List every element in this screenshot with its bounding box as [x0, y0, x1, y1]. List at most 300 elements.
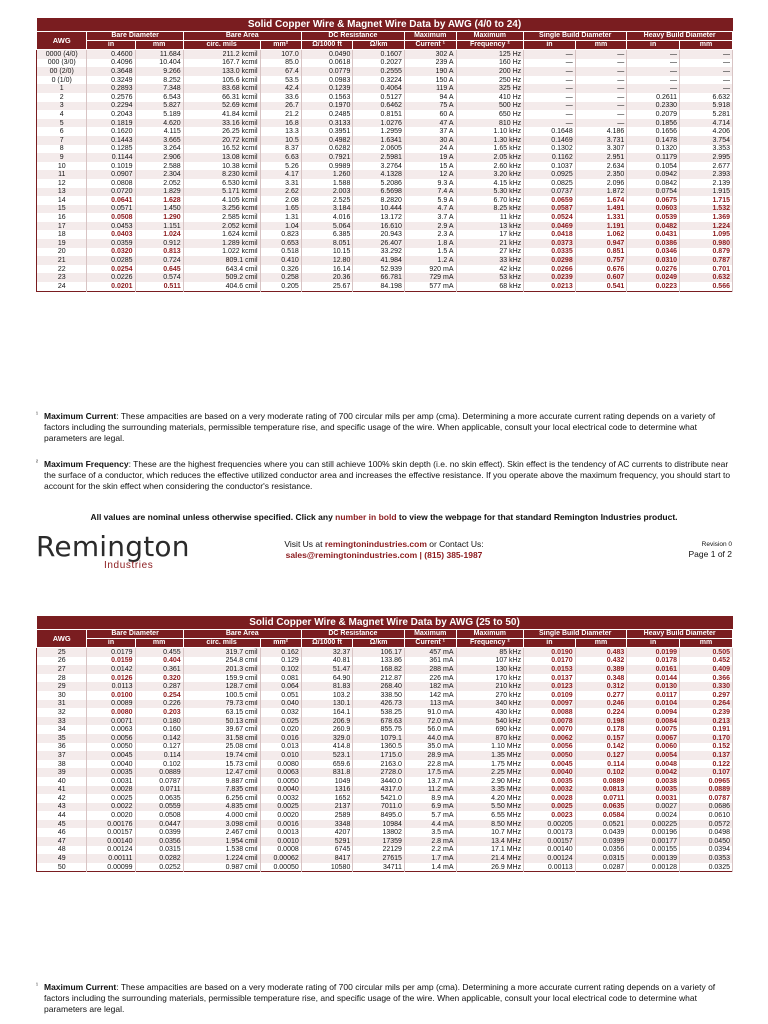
area-cmil-cell: 26.25 kcmil — [183, 127, 260, 136]
awg-cell: 45 — [37, 820, 87, 829]
single-in-cell[interactable]: 0.0266 — [524, 265, 576, 274]
area-cmil-cell: 4.000 cmil — [183, 811, 260, 820]
resistance-km-cell: 0.3224 — [353, 76, 405, 85]
resistance-ft-cell: 3348 — [301, 820, 353, 829]
heavy-mm-cell[interactable]: 0.191 — [680, 725, 733, 734]
single-mm-cell[interactable]: 0.178 — [575, 725, 627, 734]
single-in-cell: — — [524, 67, 576, 76]
heavy-in-cell[interactable]: 0.0094 — [627, 708, 680, 717]
nominal-values-note — [0, 512, 768, 522]
single-mm-cell[interactable]: 0.0711 — [575, 794, 627, 803]
heavy-in-cell[interactable]: 0.0067 — [627, 734, 680, 743]
resistance-km-cell: 0.4064 — [353, 84, 405, 93]
resistance-km-cell: 1715.0 — [353, 751, 405, 760]
area-mm2-cell: 0.016 — [260, 734, 301, 743]
single-mm-cell[interactable]: 0.676 — [575, 265, 627, 274]
bare-in-cell: 0.00176 — [87, 820, 135, 829]
single-mm-cell: 2.951 — [575, 153, 627, 162]
frequency-cell: 68 kHz — [456, 282, 524, 291]
heavy-mm-cell[interactable]: 0.239 — [680, 708, 733, 717]
bare-in-cell[interactable]: 0.0080 — [87, 708, 135, 717]
single-in-cell[interactable]: 0.0040 — [524, 768, 576, 777]
bare-in-cell: 0.1144 — [87, 153, 135, 162]
heavy-in-cell[interactable]: 0.0310 — [627, 256, 680, 265]
single-mm-cell: — — [575, 93, 627, 102]
resistance-ft-cell: 206.9 — [301, 717, 353, 726]
bare-mm-cell: 0.0787 — [135, 777, 183, 786]
single-in-cell[interactable]: 0.0025 — [524, 803, 576, 812]
single-in-cell: — — [524, 110, 576, 119]
resistance-km-cell: 0.2027 — [353, 59, 405, 68]
heavy-mm-cell[interactable]: 0.213 — [680, 717, 733, 726]
area-mm2-cell: 0.823 — [260, 230, 301, 239]
frequency-cell: 650 Hz — [456, 110, 524, 119]
single-mm-cell[interactable]: 0.277 — [575, 691, 627, 700]
awg-cell: 4 — [37, 110, 87, 119]
heavy-in-cell: 0.1656 — [627, 127, 680, 136]
heavy-in-cell[interactable]: 0.0060 — [627, 743, 680, 752]
frequency-cell: 1.65 kHz — [456, 145, 524, 154]
heavy-in-cell: 0.0024 — [627, 811, 680, 820]
bare-mm-cell: 0.455 — [135, 648, 183, 657]
bare-mm-cell[interactable]: 0.404 — [135, 657, 183, 666]
bare-in-cell[interactable]: 0.0641 — [87, 196, 135, 205]
single-mm-cell[interactable]: 0.0584 — [575, 811, 627, 820]
bare-mm-cell[interactable]: 0.320 — [135, 674, 183, 683]
single-in-cell[interactable]: 0.0023 — [524, 811, 576, 820]
heavy-mm-cell[interactable]: 0.701 — [680, 265, 733, 274]
area-mm2-cell: 0.0040 — [260, 786, 301, 795]
bold-number-link[interactable]: number in bold — [335, 512, 397, 522]
single-in-cell[interactable]: 0.0659 — [524, 196, 576, 205]
area-mm2-cell: 0.205 — [260, 282, 301, 291]
bare-mm-cell[interactable]: 1.628 — [135, 196, 183, 205]
resistance-km-cell: 106.17 — [353, 648, 405, 657]
bare-mm-cell: 2.906 — [135, 153, 183, 162]
area-cmil-cell: 31.58 cmil — [183, 734, 260, 743]
single-mm-cell[interactable]: 1.491 — [575, 205, 627, 214]
resistance-km-cell: 855.75 — [353, 725, 405, 734]
awg-cell: 41 — [37, 786, 87, 795]
single-in-cell[interactable]: 0.0070 — [524, 725, 576, 734]
single-mm-cell[interactable]: 0.947 — [575, 239, 627, 248]
single-mm-cell[interactable]: 0.142 — [575, 743, 627, 752]
heavy-mm-cell: 0.0498 — [680, 828, 733, 837]
heavy-in-cell: 0.1478 — [627, 136, 680, 145]
heavy-in-cell: 0.0942 — [627, 170, 680, 179]
single-in-cell[interactable]: 0.0035 — [524, 777, 576, 786]
heavy-mm-cell[interactable]: 0.170 — [680, 734, 733, 743]
area-mm2-cell: 53.5 — [260, 76, 301, 85]
resistance-ft-cell: 16.14 — [301, 265, 353, 274]
area-mm2-cell: 0.0010 — [260, 837, 301, 846]
resistance-km-cell: 5.2086 — [353, 179, 405, 188]
bare-in-cell: 0.0089 — [87, 700, 135, 709]
bare-in-cell[interactable]: 0.0100 — [87, 691, 135, 700]
single-in-cell[interactable]: 0.0109 — [524, 691, 576, 700]
single-mm-cell[interactable]: 1.331 — [575, 213, 627, 222]
single-mm-cell: 3.307 — [575, 145, 627, 154]
bare-in-cell: 0.0035 — [87, 768, 135, 777]
single-mm-cell[interactable]: 0.851 — [575, 248, 627, 257]
resistance-ft-cell: 0.1563 — [301, 93, 353, 102]
single-mm-cell[interactable]: 0.114 — [575, 760, 627, 769]
col-max-frequency: Maximum — [456, 630, 524, 639]
email-link[interactable]: sales@remingtonindustries.com — [285, 550, 418, 560]
frequency-cell: 690 kHz — [456, 725, 524, 734]
bare-mm-cell[interactable]: 0.813 — [135, 248, 183, 257]
table-row — [37, 59, 733, 68]
area-cmil-cell: 2.585 kcmil — [183, 213, 260, 222]
awg-cell: 25 — [37, 648, 87, 657]
bare-mm-cell[interactable]: 0.511 — [135, 282, 183, 291]
frequency-cell: 53 kHz — [456, 273, 524, 282]
single-in-cell[interactable]: 0.0524 — [524, 213, 576, 222]
resistance-ft-cell: 0.1970 — [301, 102, 353, 111]
single-mm-cell[interactable]: 0.198 — [575, 717, 627, 726]
heavy-in-cell[interactable]: 0.0431 — [627, 230, 680, 239]
current-cell: 30 A — [404, 136, 456, 145]
heavy-in-cell[interactable]: 0.0482 — [627, 222, 680, 231]
logo-wordmark: Remington — [36, 530, 190, 563]
single-mm-cell[interactable]: 0.0889 — [575, 777, 627, 786]
awg-cell: 27 — [37, 665, 87, 674]
single-in-cell[interactable]: 0.0062 — [524, 734, 576, 743]
resistance-ft-cell: 103.2 — [301, 691, 353, 700]
awg-cell: 28 — [37, 674, 87, 683]
frequency-cell: 17 kHz — [456, 230, 524, 239]
table-row — [37, 67, 733, 76]
current-cell: 119 A — [404, 84, 456, 93]
area-cmil-cell: 13.08 kcmil — [183, 153, 260, 162]
single-in-cell[interactable]: 0.0045 — [524, 760, 576, 769]
single-mm-cell[interactable]: 0.483 — [575, 648, 627, 657]
heavy-mm-cell[interactable]: 0.330 — [680, 682, 733, 691]
single-mm-cell[interactable]: 1.191 — [575, 222, 627, 231]
bare-in-cell: 0.0020 — [87, 811, 135, 820]
bare-mm-cell: 5.827 — [135, 102, 183, 111]
current-cell: 15 A — [404, 162, 456, 171]
heavy-in-cell[interactable]: 0.0038 — [627, 777, 680, 786]
heavy-in-cell[interactable]: 0.0675 — [627, 196, 680, 205]
single-in-cell[interactable]: 0.0097 — [524, 700, 576, 709]
bare-mm-cell: 0.361 — [135, 665, 183, 674]
bare-mm-cell: 0.0252 — [135, 863, 183, 872]
single-mm-cell: 2.634 — [575, 162, 627, 171]
footnote-max-frequency — [36, 459, 736, 492]
single-in-cell[interactable]: 0.0587 — [524, 205, 576, 214]
single-in-cell: 0.0737 — [524, 188, 576, 197]
resistance-ft-cell: 659.6 — [301, 760, 353, 769]
table-row — [37, 76, 733, 85]
single-mm-cell[interactable]: 0.541 — [575, 282, 627, 291]
heavy-in-cell[interactable]: 0.0199 — [627, 648, 680, 657]
heavy-mm-cell[interactable]: 0.452 — [680, 657, 733, 666]
awg-cell: 37 — [37, 751, 87, 760]
frequency-cell: 340 kHz — [456, 700, 524, 709]
single-in-cell[interactable]: 0.0153 — [524, 665, 576, 674]
bare-mm-cell: 4.620 — [135, 119, 183, 128]
frequency-cell: 130 kHz — [456, 665, 524, 674]
area-cmil-cell: 7.835 cmil — [183, 786, 260, 795]
heavy-mm-cell[interactable]: 0.566 — [680, 282, 733, 291]
bare-mm-cell[interactable]: 0.645 — [135, 265, 183, 274]
single-in-cell[interactable]: 0.0032 — [524, 786, 576, 795]
bare-in-cell[interactable]: 0.0201 — [87, 282, 135, 291]
area-mm2-cell: 1.31 — [260, 213, 301, 222]
heavy-in-cell[interactable]: 0.0075 — [627, 725, 680, 734]
heavy-in-cell[interactable]: 0.0223 — [627, 282, 680, 291]
resistance-km-cell: 212.87 — [353, 674, 405, 683]
resistance-ft-cell: 5.064 — [301, 222, 353, 231]
heavy-in-cell[interactable]: 0.0346 — [627, 248, 680, 257]
awg-cell: 26 — [37, 657, 87, 666]
heavy-in-cell[interactable]: 0.0603 — [627, 205, 680, 214]
single-mm-cell[interactable]: 0.312 — [575, 682, 627, 691]
heavy-in-cell[interactable]: 0.0386 — [627, 239, 680, 248]
bare-in-cell[interactable]: 0.0254 — [87, 265, 135, 274]
area-mm2-cell: 0.0063 — [260, 768, 301, 777]
table-row — [37, 196, 733, 205]
heavy-in-cell: 0.00225 — [627, 820, 680, 829]
sub-in: in — [627, 639, 680, 648]
awg-cell: 34 — [37, 725, 87, 734]
awg-cell: 20 — [37, 248, 87, 257]
bare-mm-cell[interactable]: 0.254 — [135, 691, 183, 700]
frequency-cell: 13 kHz — [456, 222, 524, 231]
awg-cell: 42 — [37, 794, 87, 803]
bare-in-cell: 0.3249 — [87, 76, 135, 85]
resistance-km-cell: 1.2959 — [353, 127, 405, 136]
frequency-cell: 85 kHz — [456, 648, 524, 657]
resistance-km-cell: 338.50 — [353, 691, 405, 700]
heavy-mm-cell[interactable]: 0.0889 — [680, 786, 733, 795]
area-cmil-cell: 809.1 cmil — [183, 256, 260, 265]
heavy-in-cell[interactable]: 0.0144 — [627, 674, 680, 683]
current-cell: 24 A — [404, 145, 456, 154]
frequency-cell: 17.1 MHz — [456, 846, 524, 855]
col-single-build: Single Build Diameter — [524, 630, 627, 639]
bare-in-cell[interactable]: 0.0126 — [87, 674, 135, 683]
resistance-ft-cell: 64.90 — [301, 674, 353, 683]
area-cmil-cell: 319.7 cmil — [183, 648, 260, 657]
awg-cell: 00 (2/0) — [37, 67, 87, 76]
single-in-cell[interactable]: 0.0056 — [524, 743, 576, 752]
heavy-mm-cell[interactable]: 0.879 — [680, 248, 733, 257]
bare-in-cell[interactable]: 0.0320 — [87, 248, 135, 257]
single-mm-cell[interactable]: 0.389 — [575, 665, 627, 674]
heavy-mm-cell[interactable]: 1.095 — [680, 230, 733, 239]
current-cell: 28.9 mA — [404, 751, 456, 760]
area-mm2-cell: 0.051 — [260, 691, 301, 700]
single-in-cell: 0.1302 — [524, 145, 576, 154]
heavy-mm-cell[interactable]: 0.107 — [680, 768, 733, 777]
heavy-mm-cell: 6.632 — [680, 93, 733, 102]
area-mm2-cell: 0.00062 — [260, 854, 301, 863]
single-mm-cell[interactable]: 1.674 — [575, 196, 627, 205]
heavy-in-cell[interactable]: 0.0178 — [627, 657, 680, 666]
bare-mm-cell: 6.543 — [135, 93, 183, 102]
resistance-ft-cell: 32.37 — [301, 648, 353, 657]
single-mm-cell[interactable]: 0.348 — [575, 674, 627, 683]
heavy-in-cell[interactable]: 0.0054 — [627, 751, 680, 760]
single-mm-cell[interactable]: 0.757 — [575, 256, 627, 265]
current-cell: 19 A — [404, 153, 456, 162]
area-mm2-cell: 0.410 — [260, 256, 301, 265]
current-cell: 35.0 mA — [404, 743, 456, 752]
heavy-mm-cell[interactable]: 0.505 — [680, 648, 733, 657]
heavy-in-cell: — — [627, 59, 680, 68]
single-mm-cell[interactable]: 0.0635 — [575, 803, 627, 812]
table-row — [37, 205, 733, 214]
single-in-cell[interactable]: 0.0028 — [524, 794, 576, 803]
single-in-cell[interactable]: 0.0239 — [524, 273, 576, 282]
footnote-label: Maximum Current — [44, 982, 117, 992]
single-in-cell[interactable]: 0.0137 — [524, 674, 576, 683]
resistance-ft-cell: 831.8 — [301, 768, 353, 777]
area-cmil-cell: 41.84 kcmil — [183, 110, 260, 119]
single-in-cell[interactable]: 0.0088 — [524, 708, 576, 717]
area-mm2-cell: 67.4 — [260, 67, 301, 76]
heavy-in-cell[interactable]: 0.0031 — [627, 794, 680, 803]
heavy-in-cell[interactable]: 0.0048 — [627, 760, 680, 769]
website-link[interactable]: remingtonindustries.com — [324, 539, 427, 549]
heavy-mm-cell[interactable]: 0.409 — [680, 665, 733, 674]
single-in-cell: 0.1162 — [524, 153, 576, 162]
resistance-ft-cell: 0.4982 — [301, 136, 353, 145]
bare-mm-cell: 11.684 — [135, 50, 183, 59]
area-cmil-cell: 0.987 cmil — [183, 863, 260, 872]
heavy-in-cell[interactable]: 0.0249 — [627, 273, 680, 282]
bare-mm-cell[interactable]: 1.290 — [135, 213, 183, 222]
heavy-in-cell[interactable]: 0.0104 — [627, 700, 680, 709]
bare-in-cell: 0.0040 — [87, 760, 135, 769]
heavy-mm-cell[interactable]: 0.297 — [680, 691, 733, 700]
single-in-cell: 0.0825 — [524, 179, 576, 188]
single-mm-cell[interactable]: 0.432 — [575, 657, 627, 666]
sub-mm2: mm² — [260, 41, 301, 50]
resistance-ft-cell: 0.3951 — [301, 127, 353, 136]
current-cell: 457 mA — [404, 648, 456, 657]
current-cell: 113 mA — [404, 700, 456, 709]
single-in-cell[interactable]: 0.0123 — [524, 682, 576, 691]
single-mm-cell: 0.0521 — [575, 820, 627, 829]
frequency-cell: 13.4 MHz — [456, 837, 524, 846]
heavy-in-cell: 0.00139 — [627, 854, 680, 863]
single-in-cell: 0.1648 — [524, 127, 576, 136]
single-mm-cell: 3.731 — [575, 136, 627, 145]
bare-mm-cell: 1.151 — [135, 222, 183, 231]
frequency-cell: 4.20 MHz — [456, 794, 524, 803]
heavy-mm-cell[interactable]: 0.264 — [680, 700, 733, 709]
awg-cell: 46 — [37, 828, 87, 837]
frequency-cell: 500 Hz — [456, 102, 524, 111]
heavy-in-cell[interactable]: 0.0539 — [627, 213, 680, 222]
heavy-mm-cell[interactable]: 0.137 — [680, 751, 733, 760]
resistance-ft-cell: 12.80 — [301, 256, 353, 265]
bare-mm-cell[interactable]: 0.203 — [135, 708, 183, 717]
heavy-mm-cell: 2.139 — [680, 179, 733, 188]
bare-mm-cell: 2.588 — [135, 162, 183, 171]
sub-mm: mm — [680, 41, 733, 50]
heavy-mm-cell[interactable]: 0.980 — [680, 239, 733, 248]
current-cell: 91.0 mA — [404, 708, 456, 717]
single-mm-cell[interactable]: 0.224 — [575, 708, 627, 717]
single-in-cell[interactable]: 0.0335 — [524, 248, 576, 257]
heavy-mm-cell[interactable]: 1.369 — [680, 213, 733, 222]
heavy-in-cell[interactable]: 0.0042 — [627, 768, 680, 777]
single-in-cell[interactable]: 0.0418 — [524, 230, 576, 239]
heavy-in-cell[interactable]: 0.0161 — [627, 665, 680, 674]
area-mm2-cell: 0.518 — [260, 248, 301, 257]
bare-in-cell[interactable]: 0.0508 — [87, 213, 135, 222]
col-awg: AWG — [37, 630, 87, 648]
heavy-in-cell[interactable]: 0.0276 — [627, 265, 680, 274]
single-mm-cell[interactable]: 0.127 — [575, 751, 627, 760]
heavy-in-cell[interactable]: 0.0084 — [627, 717, 680, 726]
bare-in-cell: 0.0179 — [87, 648, 135, 657]
frequency-cell: 2.05 kHz — [456, 153, 524, 162]
bare-in-cell: 0.2893 — [87, 84, 135, 93]
bare-in-cell: 0.00124 — [87, 846, 135, 855]
frequency-cell: 170 kHz — [456, 674, 524, 683]
single-in-cell[interactable]: 0.0190 — [524, 648, 576, 657]
heavy-mm-cell[interactable]: 0.152 — [680, 743, 733, 752]
bare-mm-cell[interactable]: 1.024 — [135, 230, 183, 239]
heavy-mm-cell[interactable]: 0.366 — [680, 674, 733, 683]
single-mm-cell[interactable]: 1.062 — [575, 230, 627, 239]
bare-in-cell[interactable]: 0.0159 — [87, 657, 135, 666]
single-mm-cell[interactable]: 0.607 — [575, 273, 627, 282]
heavy-mm-cell[interactable]: 1.715 — [680, 196, 733, 205]
bare-in-cell[interactable]: 0.0403 — [87, 230, 135, 239]
single-in-cell[interactable]: 0.0078 — [524, 717, 576, 726]
heavy-mm-cell[interactable]: 0.787 — [680, 256, 733, 265]
heavy-mm-cell: 0.0353 — [680, 854, 733, 863]
single-mm-cell[interactable]: 0.246 — [575, 700, 627, 709]
single-in-cell[interactable]: 0.0213 — [524, 282, 576, 291]
heavy-in-cell[interactable]: 0.0117 — [627, 691, 680, 700]
current-cell: 4.7 A — [404, 205, 456, 214]
heavy-in-cell[interactable]: 0.0130 — [627, 682, 680, 691]
area-cmil-cell: 167.7 kcmil — [183, 59, 260, 68]
single-mm-cell: — — [575, 67, 627, 76]
single-mm-cell[interactable]: 0.102 — [575, 768, 627, 777]
single-mm-cell[interactable]: 0.0813 — [575, 786, 627, 795]
heavy-mm-cell[interactable]: 0.0965 — [680, 777, 733, 786]
heavy-in-cell: — — [627, 50, 680, 59]
single-mm-cell[interactable]: 0.157 — [575, 734, 627, 743]
resistance-ft-cell: 260.9 — [301, 725, 353, 734]
awg-cell: 1 — [37, 84, 87, 93]
single-in-cell[interactable]: 0.0469 — [524, 222, 576, 231]
heavy-mm-cell[interactable]: 1.224 — [680, 222, 733, 231]
heavy-mm-cell[interactable]: 0.0787 — [680, 794, 733, 803]
single-in-cell[interactable]: 0.0170 — [524, 657, 576, 666]
area-cmil-cell: 1.022 kcmil — [183, 248, 260, 257]
current-cell: 239 A — [404, 59, 456, 68]
heavy-mm-cell[interactable]: 1.532 — [680, 205, 733, 214]
heavy-mm-cell[interactable]: 0.632 — [680, 273, 733, 282]
single-in-cell[interactable]: 0.0050 — [524, 751, 576, 760]
bare-in-cell: 0.4096 — [87, 59, 135, 68]
bare-in-cell: 0.1285 — [87, 145, 135, 154]
heavy-in-cell[interactable]: 0.0035 — [627, 786, 680, 795]
single-in-cell[interactable]: 0.0298 — [524, 256, 576, 265]
heavy-mm-cell[interactable]: 0.122 — [680, 760, 733, 769]
single-in-cell: 0.0925 — [524, 170, 576, 179]
single-in-cell[interactable]: 0.0373 — [524, 239, 576, 248]
